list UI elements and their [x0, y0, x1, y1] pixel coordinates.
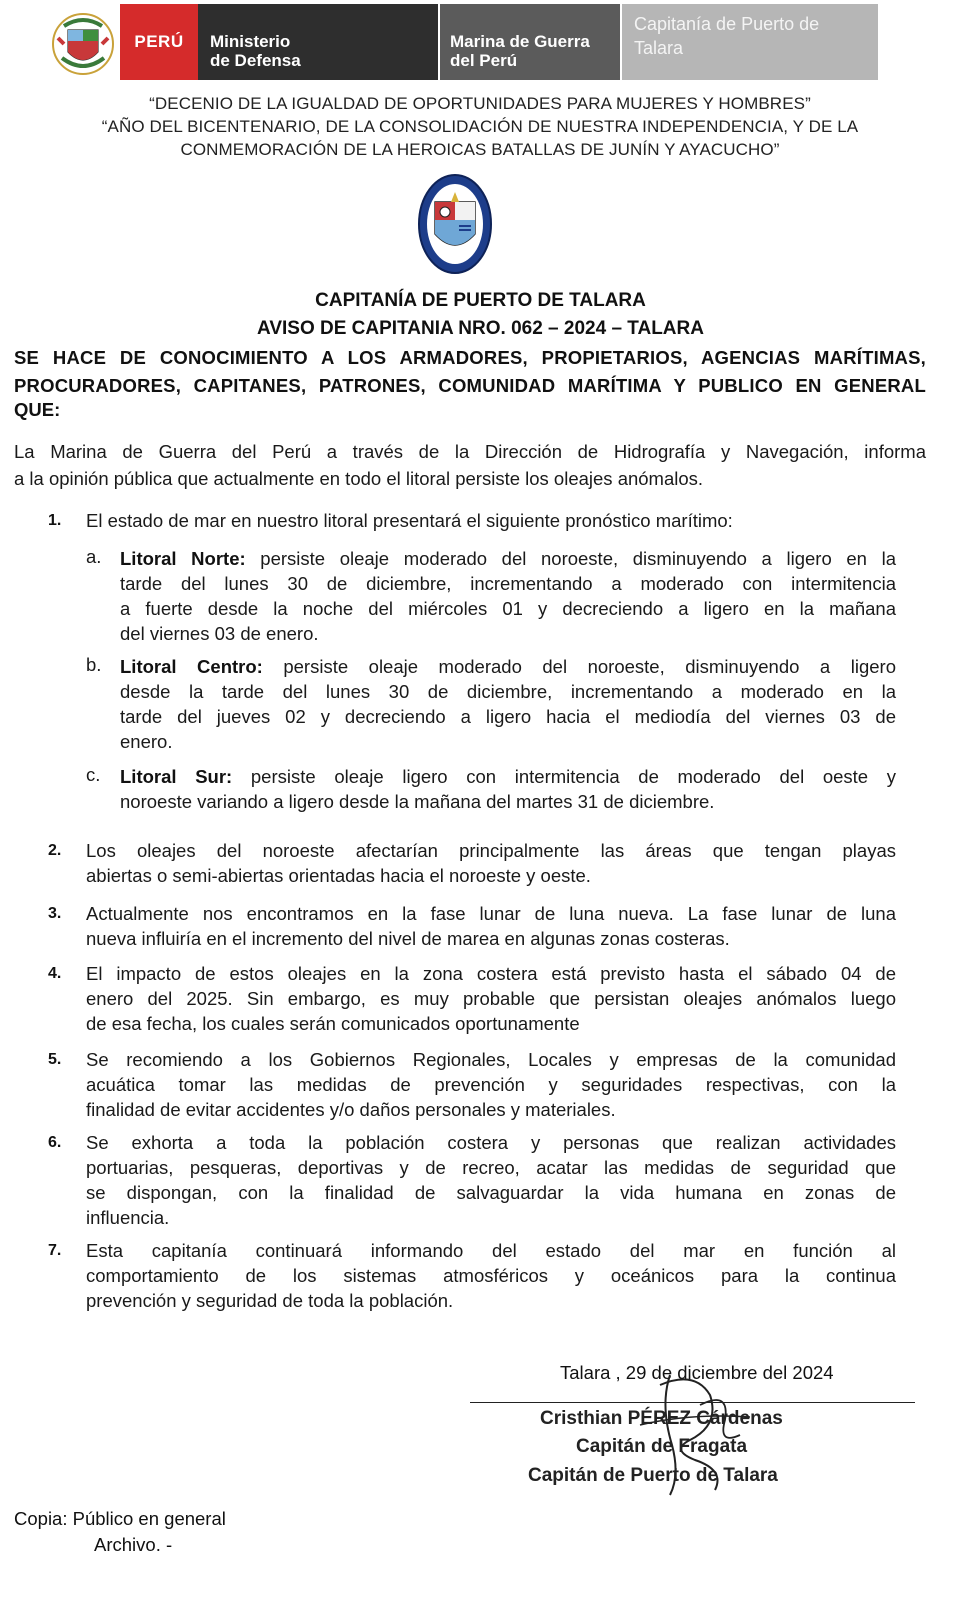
item-line: comportamiento de los sistemas atmosféricos y oceánicos para la continua [86, 1265, 896, 1286]
navy-line1: Marina de Guerra [450, 32, 590, 51]
item-line: de esa fecha, los cuales serán comunicados oportunamente [86, 1013, 580, 1034]
item-line: El impacto de estos oleajes en la zona costera está previsto hasta el sábado 04 de [86, 963, 896, 984]
sub-item-line: noroeste variando a ligero desde la mañana del martes 31 de diciembre. [120, 791, 715, 812]
copy-note: Copia: Público en general [14, 1508, 226, 1529]
sub-item-north [120, 546, 896, 646]
archive-note: Archivo. - [94, 1534, 173, 1555]
document-title: CAPITANÍA DE PUERTO DE TALARA [315, 290, 646, 311]
sub-item-south [120, 764, 896, 814]
sub-item-line: del viernes 03 de enero. [120, 623, 319, 644]
item-4-text [86, 961, 896, 1036]
sub-item-line: persiste oleaje moderado del noroeste, disminuyendo a ligero [283, 656, 896, 677]
item-line: enero del 2025. Sin embargo, es muy probable que persistan oleajes anómalos luego [86, 988, 896, 1009]
sub-item-line: a fuerte desde la noche del miércoles 01 y decreciendo a ligero en la mañana [120, 598, 896, 619]
sub-item-line: desde la tarde del lunes 30 de diciembre, incrementando a moderado en la [120, 681, 896, 702]
item-line: portuarias, pesqueras, deportivas y de recreo, acatar las medidas de seguridad que [86, 1157, 896, 1178]
item-6-text [86, 1130, 896, 1230]
document-date: Talara , 29 de diciembre del 2024 [560, 1362, 834, 1383]
navy-label [440, 4, 620, 80]
header-bar [0, 0, 961, 84]
item-line: Se recomiendo a los Gobiernos Regionales, Locales y empresas de la comunidad [86, 1049, 896, 1070]
ministry-label [198, 4, 438, 80]
port-authority-emblem-icon [415, 172, 495, 276]
item-number: 7. [48, 1242, 62, 1259]
sub-letter: c. [86, 764, 101, 785]
body-line-1: La Marina de Guerra del Perú a través de la Dirección de Hidrografía y Navegación, informa [14, 441, 926, 462]
decade-line-2: “AÑO DEL BICENTENARIO, DE LA CONSOLIDACIÓN DE NUESTRA INDEPENDENCIA, Y DE LA [101, 117, 859, 136]
sub-item-label: Litoral Norte: [120, 548, 246, 569]
item-number: 6. [48, 1134, 62, 1151]
item-7-text [86, 1238, 896, 1313]
item-line: influencia. [86, 1207, 170, 1228]
item-line: Esta capitanía continuará informando del estado del mar en función al [86, 1240, 896, 1261]
office-label [622, 4, 878, 80]
item-line: Los oleajes del noroeste afectarían principalmente las áreas que tengan playas [86, 840, 896, 861]
signer-name: Cristhian PÉREZ Cárdenas [540, 1408, 783, 1429]
peru-label: PERÚ [120, 4, 198, 80]
national-shield-icon [50, 8, 116, 78]
intro-line-2: PROCURADORES, CAPITANES, PATRONES, COMUNIDAD MARÍTIMA Y PUBLICO EN GENERAL [14, 375, 926, 396]
intro-line-3: QUE: [14, 399, 61, 420]
sub-item-center [120, 654, 896, 754]
navy-line2: del Perú [450, 51, 518, 70]
item-number: 5. [48, 1051, 62, 1068]
item-line: prevención y seguridad de toda la población. [86, 1290, 454, 1311]
sub-item-line: tarde del jueves 02 y decreciendo a ligero hacia el mediodía del viernes 03 de [120, 706, 896, 727]
sub-letter: a. [86, 546, 102, 567]
sub-item-line: enero. [120, 731, 173, 752]
item-line: Actualmente nos encontramos en la fase lunar de luna nueva. La fase lunar de luna [86, 903, 896, 924]
ministry-line2: de Defensa [210, 51, 301, 70]
sub-item-line: tarde del lunes 30 de diciembre, incrementando a moderado con intermitencia [120, 573, 896, 594]
item-number: 2. [48, 842, 62, 859]
sub-item-label: Litoral Sur: [120, 766, 233, 787]
sub-item-label: Litoral Centro: [120, 656, 263, 677]
item-5-text [86, 1047, 896, 1122]
sub-letter: b. [86, 654, 102, 675]
item-line: finalidad de evitar accidentes y/o daños personales y materiales. [86, 1099, 616, 1120]
item-number: 3. [48, 905, 62, 922]
item-line: acuática tomar las medidas de prevención y seguridades respectivas, con la [86, 1074, 896, 1095]
intro-line-1: SE HACE DE CONOCIMIENTO A LOS ARMADORES, PROPIETARIOS, AGENCIAS MARÍTIMAS, [14, 347, 926, 368]
item-number: 1. [48, 512, 62, 529]
signer-title: Capitán de Puerto de Talara [528, 1465, 778, 1486]
item-3-text [86, 901, 896, 951]
body-line-2: a la opinión pública que actualmente en todo el litoral persiste los oleajes anómalos. [14, 468, 704, 489]
office-text: Capitanía de Puerto de Talara [634, 14, 820, 58]
item-line: Se exhorta a toda la población costera y personas que realizan actividades [86, 1132, 896, 1153]
decade-line-3: CONMEMORACIÓN DE LA HEROICAS BATALLAS DE JUNÍN Y AYACUCHO” [180, 140, 780, 159]
notice-number: AVISO DE CAPITANIA NRO. 062 – 2024 – TALARA [257, 318, 704, 339]
sub-item-line: persiste oleaje moderado del noroeste, disminuyendo a ligero en la [260, 548, 896, 569]
item-1-text: El estado de mar en nuestro litoral presentará el siguiente pronóstico marítimo: [86, 510, 733, 531]
sub-item-line: persiste oleaje ligero con intermitencia de moderado del oeste y [250, 766, 897, 787]
item-number: 4. [48, 965, 62, 982]
item-line: se dispongan, con la finalidad de salvaguardar la vida humana en zonas de [86, 1182, 896, 1203]
ministry-line1: Ministerio [210, 32, 291, 51]
decade-line-1: “DECENIO DE LA IGUALDAD DE OPORTUNIDADES PARA MUJERES Y HOMBRES” [149, 94, 811, 113]
signer-rank: Capitán de Fragata [576, 1436, 748, 1457]
item-line: abiertas o semi-abiertas orientadas hacia el noroeste y oeste. [86, 865, 591, 886]
item-line: nueva influiría en el incremento del nivel de marea en algunas zonas costeras. [86, 928, 730, 949]
item-2-text [86, 838, 896, 888]
